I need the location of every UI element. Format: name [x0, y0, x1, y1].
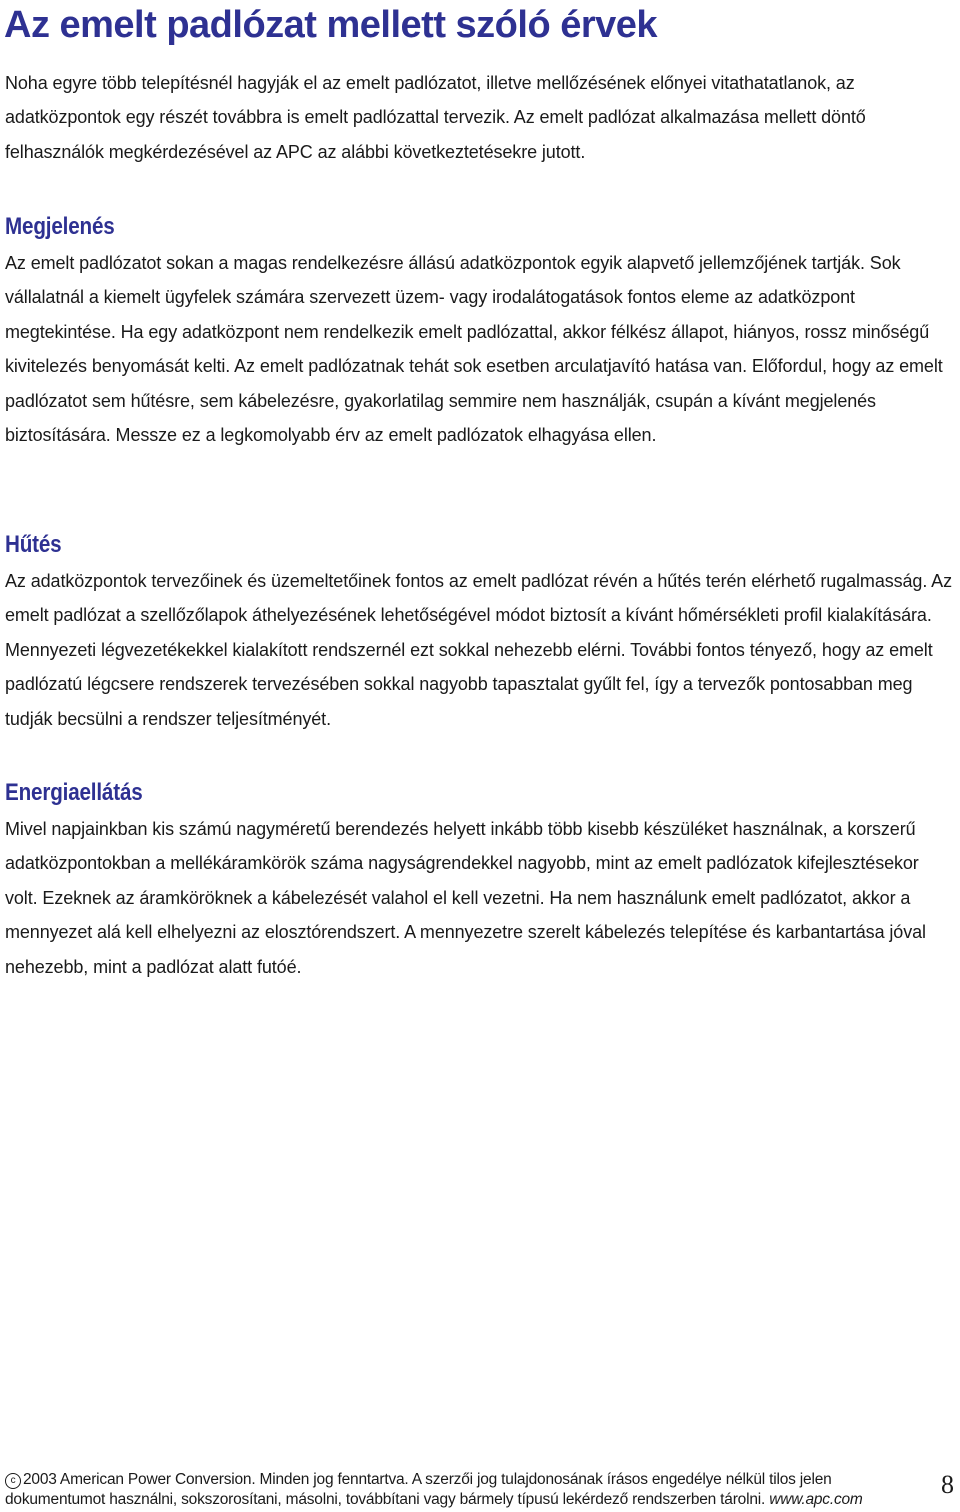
- section-text-megjelenes: Az emelt padlózatot sokan a magas rendelkezésre állású adatközpontok egyik alapvető jellemzőjének tartják. Sok vállalatnál a kiemelt ügyfelek számára szervezett üzem- vagy irodalátogatások fontos eleme az adatközpont megtekintése. Ha egy adatközpont nem rendelkezik emelt padlózattal, akkor félkész állapot, hiányos, rossz minőségű kivitelezés benyomását kelti. Az emelt padlózatnak tehát sok esetben arculatjavító hatása van. Előfordul, hogy az emelt padlózatot sem hűtésre, sem kábelezésre, gyakorlatilag semmire nem használják, csupán a kívánt megjelenés biztosítására. Messze ez a legkomolyabb érv az emelt padlózatok elhagyása ellen.: [5, 253, 943, 446]
- copyright-icon: [5, 1473, 21, 1489]
- section-heading-energiaellatas: Energiaellátás: [5, 779, 143, 806]
- section-text-energiaellatas: Mivel napjainkban kis számú nagyméretű berendezés helyett inkább több kisebb készüléket használnak, a korszerű adatközpontokban a mellékáramkörök száma nagyságrendekkel nagyobb, mint az emelt padlózatok kifejlesztésekor volt. Ezeknek az áramköröknek a kábelezését valahol el kell vezetni. Ha nem használunk emelt padlózatot, akkor a mennyezet alá kell elhelyezni az elosztórendszert. A mennyezetre szerelt kábelezés telepítése és karbantartása jóval nehezebb, mint a padlózat alatt futóé.: [5, 819, 926, 977]
- section-heading-megjelenes: Megjelenés: [5, 213, 115, 240]
- footer: [5, 1470, 915, 1510]
- footer-copyright: 2003 American Power Conversion. Minden jog fenntartva. A szerzői jog tulajdonosának írásos engedélye nélkül tilos jelen dokumentumot használni, sokszorosítani, másolni, továbbítani vagy bármely típusú lekérdező rendszerben tárolni.: [5, 1471, 832, 1508]
- section-text-hutes: Az adatközpontok tervezőinek és üzemeltetőinek fontos az emelt padlózat révén a hűtés terén elérhető rugalmasság. Az emelt padlózat a szellőzőlapok áthelyezésének lehetőségével módot biztosít a kívánt hőmérsékleti profil kialakítására. Mennyezeti légvezetékekkel kialakított rendszernél ezt sokkal nehezebb elérni. További fontos tényező, hogy az emelt padlózatú légcsere rendszerek tervezésében sokkal nagyobb tapasztalat gyűlt fel, így a tervezők pontosabban meg tudják becsülni a rendszer teljesítményét.: [5, 571, 952, 729]
- section-heading-hutes: Hűtés: [5, 531, 62, 558]
- footer-website-link[interactable]: www.apc.com: [769, 1491, 863, 1508]
- intro-paragraph: Noha egyre több telepítésnél hagyják el az emelt padlózatot, illetve mellőzésének előnyei vitathatatlanok, az adatközpontok egy részét továbbra is emelt padlózattal tervezik. Az emelt padlózat alkalmazása mellett döntő felhasználók megkérdezésével az APC az alábbi következtetésekre jutott.: [5, 73, 866, 162]
- page-title: Az emelt padlózat mellett szóló érvek: [4, 4, 658, 46]
- page-number: 8: [941, 1470, 954, 1499]
